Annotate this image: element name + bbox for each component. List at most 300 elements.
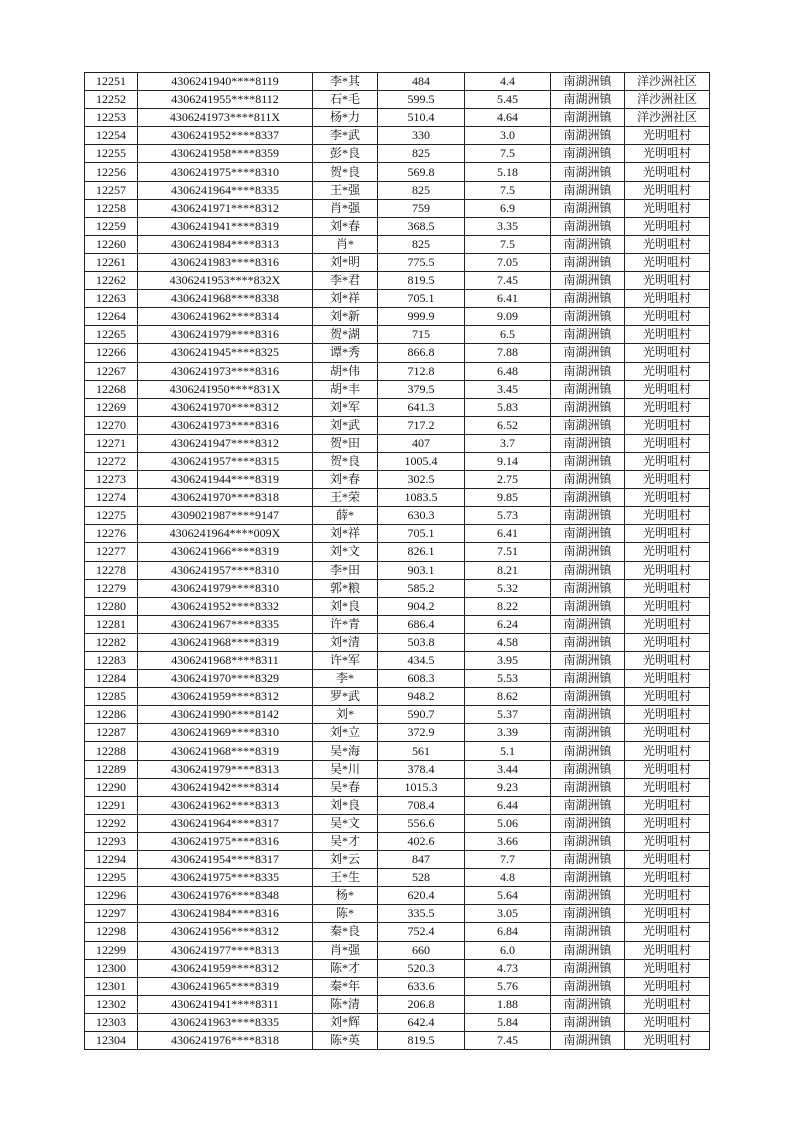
row-number-cell: 12266 <box>85 344 138 362</box>
id-number-cell: 4306241968****8319 <box>138 742 313 760</box>
area-cell: 8.22 <box>465 597 551 615</box>
area-cell: 5.73 <box>465 507 551 525</box>
amount-cell: 642.4 <box>378 1013 465 1031</box>
town-cell: 南湖洲镇 <box>551 471 625 489</box>
village-cell: 光明咀村 <box>625 253 710 271</box>
town-cell: 南湖洲镇 <box>551 127 625 145</box>
id-number-cell: 4306241973****811X <box>138 109 313 127</box>
table-row <box>85 362 710 380</box>
village-cell: 光明咀村 <box>625 398 710 416</box>
town-cell: 南湖洲镇 <box>551 434 625 452</box>
town-cell: 南湖洲镇 <box>551 344 625 362</box>
table-row <box>85 724 710 742</box>
row-number-cell: 12253 <box>85 109 138 127</box>
amount-cell: 585.2 <box>378 579 465 597</box>
amount-cell: 599.5 <box>378 91 465 109</box>
area-cell: 7.45 <box>465 272 551 290</box>
name-cell: 陈*英 <box>313 1031 378 1049</box>
id-number-cell: 4306241977****8313 <box>138 941 313 959</box>
table-row <box>85 290 710 308</box>
amount-cell: 520.3 <box>378 959 465 977</box>
area-cell: 7.88 <box>465 344 551 362</box>
row-number-cell: 12291 <box>85 796 138 814</box>
amount-cell: 999.9 <box>378 308 465 326</box>
area-cell: 6.41 <box>465 290 551 308</box>
name-cell: 吴*海 <box>313 742 378 760</box>
town-cell: 南湖洲镇 <box>551 959 625 977</box>
id-number-cell: 4309021987****9147 <box>138 507 313 525</box>
name-cell: 贺*良 <box>313 163 378 181</box>
table-row <box>85 778 710 796</box>
village-cell: 光明咀村 <box>625 959 710 977</box>
town-cell: 南湖洲镇 <box>551 543 625 561</box>
name-cell: 李*武 <box>313 127 378 145</box>
town-cell: 南湖洲镇 <box>551 977 625 995</box>
row-number-cell: 12274 <box>85 489 138 507</box>
amount-cell: 630.3 <box>378 507 465 525</box>
table-row <box>85 127 710 145</box>
table-row <box>85 561 710 579</box>
table-row <box>85 398 710 416</box>
village-cell: 光明咀村 <box>625 688 710 706</box>
row-number-cell: 12279 <box>85 579 138 597</box>
town-cell: 南湖洲镇 <box>551 362 625 380</box>
id-number-cell: 4306241944****8319 <box>138 471 313 489</box>
town-cell: 南湖洲镇 <box>551 253 625 271</box>
row-number-cell: 12277 <box>85 543 138 561</box>
row-number-cell: 12285 <box>85 688 138 706</box>
table-row <box>85 652 710 670</box>
amount-cell: 402.6 <box>378 832 465 850</box>
village-cell: 光明咀村 <box>625 724 710 742</box>
village-cell: 洋沙洲社区 <box>625 91 710 109</box>
amount-cell: 434.5 <box>378 652 465 670</box>
area-cell: 6.5 <box>465 326 551 344</box>
name-cell: 石*毛 <box>313 91 378 109</box>
id-number-cell: 4306241983****8316 <box>138 253 313 271</box>
amount-cell: 775.5 <box>378 253 465 271</box>
area-cell: 6.84 <box>465 923 551 941</box>
village-cell: 光明咀村 <box>625 814 710 832</box>
row-number-cell: 12275 <box>85 507 138 525</box>
name-cell: 刘*云 <box>313 851 378 869</box>
id-number-cell: 4306241947****8312 <box>138 434 313 452</box>
area-cell: 6.48 <box>465 362 551 380</box>
table-row <box>85 796 710 814</box>
id-number-cell: 4306241973****8316 <box>138 362 313 380</box>
id-number-cell: 4306241964****8317 <box>138 814 313 832</box>
town-cell: 南湖洲镇 <box>551 73 625 91</box>
name-cell: 吴*才 <box>313 832 378 850</box>
village-cell: 洋沙洲社区 <box>625 109 710 127</box>
amount-cell: 484 <box>378 73 465 91</box>
village-cell: 光明咀村 <box>625 1031 710 1049</box>
row-number-cell: 12292 <box>85 814 138 832</box>
row-number-cell: 12267 <box>85 362 138 380</box>
amount-cell: 372.9 <box>378 724 465 742</box>
name-cell: 刘*新 <box>313 308 378 326</box>
row-number-cell: 12300 <box>85 959 138 977</box>
row-number-cell: 12263 <box>85 290 138 308</box>
amount-cell: 708.4 <box>378 796 465 814</box>
name-cell: 许*军 <box>313 652 378 670</box>
amount-cell: 620.4 <box>378 887 465 905</box>
row-number-cell: 12264 <box>85 308 138 326</box>
area-cell: 3.45 <box>465 380 551 398</box>
village-cell: 光明咀村 <box>625 633 710 651</box>
amount-cell: 819.5 <box>378 1031 465 1049</box>
amount-cell: 717.2 <box>378 416 465 434</box>
village-cell: 光明咀村 <box>625 670 710 688</box>
amount-cell: 590.7 <box>378 706 465 724</box>
area-cell: 5.45 <box>465 91 551 109</box>
row-number-cell: 12302 <box>85 995 138 1013</box>
table-row <box>85 760 710 778</box>
area-cell: 6.44 <box>465 796 551 814</box>
village-cell: 光明咀村 <box>625 199 710 217</box>
amount-cell: 948.2 <box>378 688 465 706</box>
table-row <box>85 1031 710 1049</box>
table-row <box>85 1013 710 1031</box>
id-number-cell: 4306241975****8310 <box>138 163 313 181</box>
village-cell: 光明咀村 <box>625 561 710 579</box>
table-row <box>85 452 710 470</box>
name-cell: 贺*湖 <box>313 326 378 344</box>
amount-cell: 379.5 <box>378 380 465 398</box>
row-number-cell: 12268 <box>85 380 138 398</box>
village-cell: 光明咀村 <box>625 434 710 452</box>
name-cell: 李*君 <box>313 272 378 290</box>
name-cell: 刘*良 <box>313 597 378 615</box>
village-cell: 光明咀村 <box>625 181 710 199</box>
row-number-cell: 12294 <box>85 851 138 869</box>
village-cell: 光明咀村 <box>625 362 710 380</box>
table-row <box>85 380 710 398</box>
town-cell: 南湖洲镇 <box>551 887 625 905</box>
area-cell: 7.05 <box>465 253 551 271</box>
amount-cell: 407 <box>378 434 465 452</box>
area-cell: 5.1 <box>465 742 551 760</box>
table-row <box>85 905 710 923</box>
area-cell: 4.64 <box>465 109 551 127</box>
amount-cell: 847 <box>378 851 465 869</box>
id-number-cell: 4306241976****8318 <box>138 1031 313 1049</box>
row-number-cell: 12260 <box>85 235 138 253</box>
row-number-cell: 12251 <box>85 73 138 91</box>
id-number-cell: 4306241959****8312 <box>138 959 313 977</box>
name-cell: 刘*武 <box>313 416 378 434</box>
row-number-cell: 12269 <box>85 398 138 416</box>
name-cell: 刘*春 <box>313 217 378 235</box>
area-cell: 3.39 <box>465 724 551 742</box>
id-number-cell: 4306241942****8314 <box>138 778 313 796</box>
name-cell: 王*荣 <box>313 489 378 507</box>
id-number-cell: 4306241984****8313 <box>138 235 313 253</box>
area-cell: 3.35 <box>465 217 551 235</box>
name-cell: 刘*祥 <box>313 290 378 308</box>
area-cell: 4.8 <box>465 869 551 887</box>
table-row <box>85 525 710 543</box>
id-number-cell: 4306241975****8316 <box>138 832 313 850</box>
area-cell: 9.23 <box>465 778 551 796</box>
table-row <box>85 73 710 91</box>
village-cell: 光明咀村 <box>625 579 710 597</box>
row-number-cell: 12280 <box>85 597 138 615</box>
amount-cell: 335.5 <box>378 905 465 923</box>
town-cell: 南湖洲镇 <box>551 814 625 832</box>
id-number-cell: 4306241959****8312 <box>138 688 313 706</box>
id-number-cell: 4306241956****8312 <box>138 923 313 941</box>
town-cell: 南湖洲镇 <box>551 597 625 615</box>
id-number-cell: 4306241968****8338 <box>138 290 313 308</box>
row-number-cell: 12284 <box>85 670 138 688</box>
name-cell: 秦*年 <box>313 977 378 995</box>
name-cell: 刘*良 <box>313 796 378 814</box>
name-cell: 陈*清 <box>313 995 378 1013</box>
id-number-cell: 4306241958****8359 <box>138 145 313 163</box>
row-number-cell: 12290 <box>85 778 138 796</box>
area-cell: 4.58 <box>465 633 551 651</box>
town-cell: 南湖洲镇 <box>551 290 625 308</box>
row-number-cell: 12257 <box>85 181 138 199</box>
id-number-cell: 4306241953****832X <box>138 272 313 290</box>
id-number-cell: 4306241975****8335 <box>138 869 313 887</box>
area-cell: 8.21 <box>465 561 551 579</box>
table-row <box>85 416 710 434</box>
village-cell: 光明咀村 <box>625 778 710 796</box>
village-cell: 光明咀村 <box>625 543 710 561</box>
id-number-cell: 4306241968****8319 <box>138 633 313 651</box>
village-cell: 光明咀村 <box>625 832 710 850</box>
name-cell: 贺*良 <box>313 452 378 470</box>
id-number-cell: 4306241962****8314 <box>138 308 313 326</box>
data-table <box>84 72 710 1050</box>
area-cell: 7.51 <box>465 543 551 561</box>
table-row <box>85 308 710 326</box>
id-number-cell: 4306241955****8112 <box>138 91 313 109</box>
amount-cell: 903.1 <box>378 561 465 579</box>
town-cell: 南湖洲镇 <box>551 217 625 235</box>
name-cell: 刘*辉 <box>313 1013 378 1031</box>
area-cell: 1.88 <box>465 995 551 1013</box>
town-cell: 南湖洲镇 <box>551 181 625 199</box>
name-cell: 李*其 <box>313 73 378 91</box>
id-number-cell: 4306241962****8313 <box>138 796 313 814</box>
table-row <box>85 91 710 109</box>
row-number-cell: 12259 <box>85 217 138 235</box>
id-number-cell: 4306241979****8313 <box>138 760 313 778</box>
name-cell: 彭*良 <box>313 145 378 163</box>
area-cell: 6.52 <box>465 416 551 434</box>
village-cell: 光明咀村 <box>625 308 710 326</box>
table-row <box>85 163 710 181</box>
name-cell: 吴*文 <box>313 814 378 832</box>
village-cell: 洋沙洲社区 <box>625 73 710 91</box>
area-cell: 7.45 <box>465 1031 551 1049</box>
name-cell: 刘* <box>313 706 378 724</box>
town-cell: 南湖洲镇 <box>551 905 625 923</box>
row-number-cell: 12297 <box>85 905 138 923</box>
name-cell: 刘*文 <box>313 543 378 561</box>
town-cell: 南湖洲镇 <box>551 416 625 434</box>
amount-cell: 1083.5 <box>378 489 465 507</box>
table-row <box>85 272 710 290</box>
table-row <box>85 217 710 235</box>
amount-cell: 825 <box>378 145 465 163</box>
town-cell: 南湖洲镇 <box>551 145 625 163</box>
row-number-cell: 12255 <box>85 145 138 163</box>
town-cell: 南湖洲镇 <box>551 742 625 760</box>
village-cell: 光明咀村 <box>625 597 710 615</box>
table-row <box>85 923 710 941</box>
name-cell: 薛* <box>313 507 378 525</box>
village-cell: 光明咀村 <box>625 652 710 670</box>
table-row <box>85 941 710 959</box>
row-number-cell: 12304 <box>85 1031 138 1049</box>
id-number-cell: 4306241964****009X <box>138 525 313 543</box>
id-number-cell: 4306241941****8311 <box>138 995 313 1013</box>
amount-cell: 510.4 <box>378 109 465 127</box>
name-cell: 胡*伟 <box>313 362 378 380</box>
row-number-cell: 12293 <box>85 832 138 850</box>
village-cell: 光明咀村 <box>625 290 710 308</box>
amount-cell: 660 <box>378 941 465 959</box>
town-cell: 南湖洲镇 <box>551 91 625 109</box>
amount-cell: 368.5 <box>378 217 465 235</box>
area-cell: 3.66 <box>465 832 551 850</box>
name-cell: 刘*军 <box>313 398 378 416</box>
area-cell: 3.7 <box>465 434 551 452</box>
name-cell: 秦*良 <box>313 923 378 941</box>
name-cell: 王*强 <box>313 181 378 199</box>
table-row <box>85 706 710 724</box>
town-cell: 南湖洲镇 <box>551 489 625 507</box>
town-cell: 南湖洲镇 <box>551 199 625 217</box>
village-cell: 光明咀村 <box>625 471 710 489</box>
amount-cell: 608.3 <box>378 670 465 688</box>
row-number-cell: 12262 <box>85 272 138 290</box>
amount-cell: 866.8 <box>378 344 465 362</box>
village-cell: 光明咀村 <box>625 272 710 290</box>
name-cell: 刘*春 <box>313 471 378 489</box>
village-cell: 光明咀村 <box>625 344 710 362</box>
table-row <box>85 977 710 995</box>
table-row <box>85 832 710 850</box>
town-cell: 南湖洲镇 <box>551 235 625 253</box>
id-number-cell: 4306241964****8335 <box>138 181 313 199</box>
table-row <box>85 471 710 489</box>
row-number-cell: 12258 <box>85 199 138 217</box>
area-cell: 7.7 <box>465 851 551 869</box>
area-cell: 5.18 <box>465 163 551 181</box>
id-number-cell: 4306241945****8325 <box>138 344 313 362</box>
row-number-cell: 12286 <box>85 706 138 724</box>
area-cell: 9.85 <box>465 489 551 507</box>
name-cell: 肖* <box>313 235 378 253</box>
area-cell: 5.32 <box>465 579 551 597</box>
id-number-cell: 4306241984****8316 <box>138 905 313 923</box>
town-cell: 南湖洲镇 <box>551 326 625 344</box>
town-cell: 南湖洲镇 <box>551 923 625 941</box>
name-cell: 胡*丰 <box>313 380 378 398</box>
area-cell: 3.0 <box>465 127 551 145</box>
village-cell: 光明咀村 <box>625 905 710 923</box>
name-cell: 吴*川 <box>313 760 378 778</box>
village-cell: 光明咀村 <box>625 615 710 633</box>
table-row <box>85 489 710 507</box>
table-row <box>85 742 710 760</box>
id-number-cell: 4306241976****8348 <box>138 887 313 905</box>
area-cell: 2.75 <box>465 471 551 489</box>
table-row <box>85 633 710 651</box>
amount-cell: 759 <box>378 199 465 217</box>
area-cell: 3.44 <box>465 760 551 778</box>
amount-cell: 705.1 <box>378 290 465 308</box>
id-number-cell: 4306241973****8316 <box>138 416 313 434</box>
amount-cell: 1015.3 <box>378 778 465 796</box>
id-number-cell: 4306241952****8337 <box>138 127 313 145</box>
area-cell: 6.24 <box>465 615 551 633</box>
row-number-cell: 12252 <box>85 91 138 109</box>
id-number-cell: 4306241950****831X <box>138 380 313 398</box>
area-cell: 4.4 <box>465 73 551 91</box>
amount-cell: 378.4 <box>378 760 465 778</box>
table-row <box>85 995 710 1013</box>
table-row <box>85 344 710 362</box>
village-cell: 光明咀村 <box>625 489 710 507</box>
town-cell: 南湖洲镇 <box>551 724 625 742</box>
town-cell: 南湖洲镇 <box>551 760 625 778</box>
name-cell: 郭*粮 <box>313 579 378 597</box>
amount-cell: 686.4 <box>378 615 465 633</box>
town-cell: 南湖洲镇 <box>551 796 625 814</box>
row-number-cell: 12278 <box>85 561 138 579</box>
table-row <box>85 688 710 706</box>
name-cell: 李* <box>313 670 378 688</box>
id-number-cell: 4306241969****8310 <box>138 724 313 742</box>
area-cell: 9.09 <box>465 308 551 326</box>
id-number-cell: 4306241979****8310 <box>138 579 313 597</box>
area-cell: 9.14 <box>465 452 551 470</box>
village-cell: 光明咀村 <box>625 217 710 235</box>
village-cell: 光明咀村 <box>625 507 710 525</box>
name-cell: 吴*春 <box>313 778 378 796</box>
table-row <box>85 543 710 561</box>
town-cell: 南湖洲镇 <box>551 109 625 127</box>
village-cell: 光明咀村 <box>625 869 710 887</box>
id-number-cell: 4306241963****8335 <box>138 1013 313 1031</box>
amount-cell: 528 <box>378 869 465 887</box>
row-number-cell: 12273 <box>85 471 138 489</box>
table-row <box>85 579 710 597</box>
amount-cell: 556.6 <box>378 814 465 832</box>
row-number-cell: 12270 <box>85 416 138 434</box>
id-number-cell: 4306241954****8317 <box>138 851 313 869</box>
area-cell: 7.5 <box>465 181 551 199</box>
town-cell: 南湖洲镇 <box>551 615 625 633</box>
table-row <box>85 597 710 615</box>
town-cell: 南湖洲镇 <box>551 869 625 887</box>
name-cell: 杨* <box>313 887 378 905</box>
id-number-cell: 4306241957****8310 <box>138 561 313 579</box>
town-cell: 南湖洲镇 <box>551 851 625 869</box>
village-cell: 光明咀村 <box>625 525 710 543</box>
amount-cell: 330 <box>378 127 465 145</box>
name-cell: 刘*明 <box>313 253 378 271</box>
row-number-cell: 12298 <box>85 923 138 941</box>
area-cell: 7.5 <box>465 145 551 163</box>
village-cell: 光明咀村 <box>625 452 710 470</box>
